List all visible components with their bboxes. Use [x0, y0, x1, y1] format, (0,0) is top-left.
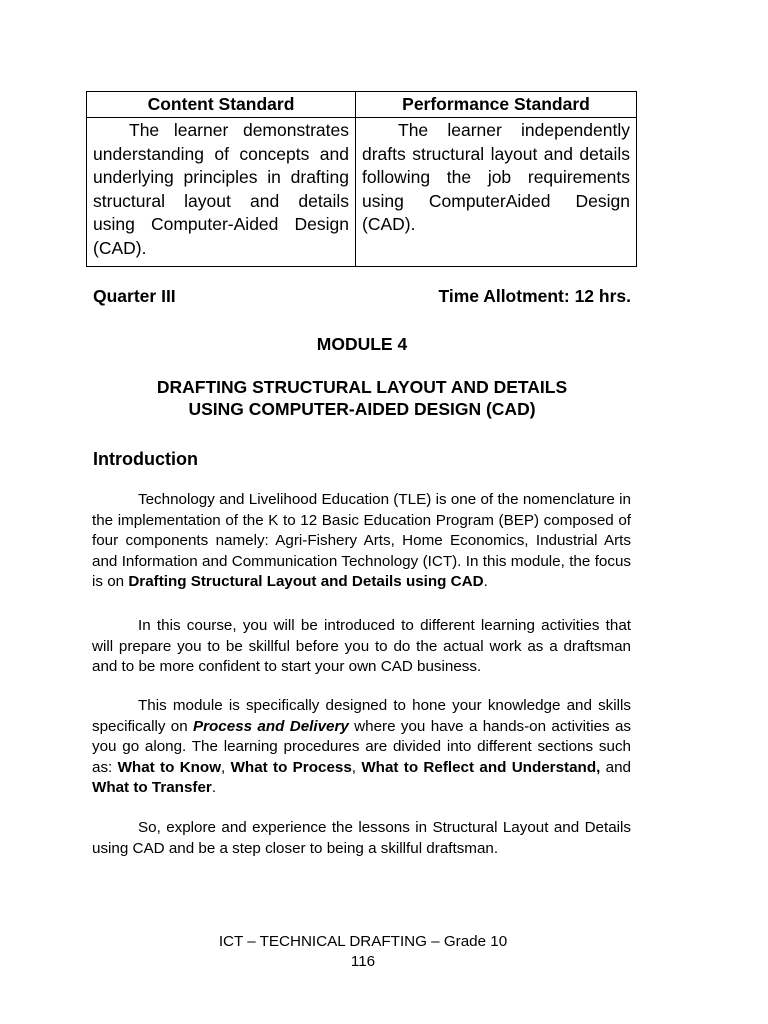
section-what-to-transfer: What to Transfer: [92, 779, 212, 796]
paragraph-3-end: .: [211, 779, 217, 796]
module-title: [0, 376, 724, 420]
performance-standard-text: The learner independently drafts structural layout and details following the job requirements using ComputerAided Design (CAD).: [362, 120, 630, 235]
standards-table: [86, 91, 637, 267]
section-what-to-know: What to Know: [117, 758, 222, 776]
performance-standard-cell: [356, 118, 637, 267]
paragraph-4: [92, 818, 631, 859]
paragraph-1-end: .: [483, 573, 488, 590]
module-title-line-1: DRAFTING STRUCTURAL LAYOUT AND DETAILS: [156, 377, 568, 397]
page-footer: [0, 932, 726, 972]
content-standard-cell: [87, 118, 356, 267]
quarter-label: Quarter III: [93, 286, 176, 306]
paragraph-3: [92, 696, 631, 799]
paragraph-3-text-1: This module is specifically designed to hone your knowledge and skills specifically on: [92, 697, 631, 735]
time-allotment: Time Allotment: 12 hrs.: [438, 286, 631, 306]
paragraph-3-comma-2: ,: [351, 758, 362, 776]
section-what-to-process: What to Process: [230, 758, 352, 776]
module-title-line-2: USING COMPUTER-AIDED DESIGN (CAD): [188, 399, 536, 419]
introduction-heading: Introduction: [93, 449, 198, 469]
footer-course: ICT – TECHNICAL DRAFTING – Grade 10: [218, 933, 508, 950]
paragraph-2-text: In this course, you will be introduced to different learning activities that will prepare you to be skillful before you to do the actual work as a draftsman and to be more confident to start your own CAD business.: [92, 617, 631, 675]
paragraph-3-text-2: where you have a hands-on activities as you go along. The learning procedures are divided into different sections such as:: [92, 717, 631, 776]
page-number: 116: [350, 953, 376, 970]
paragraph-4-text: So, explore and experience the lessons in Structural Layout and Details using CAD and be a step closer to being a skillful draftsman.: [92, 819, 631, 857]
performance-standard-header: Performance Standard: [356, 92, 637, 118]
content-standard-text: The learner demonstrates understanding of concepts and underlying principles in drafting structural layout and details using Computer-Aided Design (CAD).: [93, 120, 349, 258]
paragraph-1-bold: Drafting Structural Layout and Details using CAD: [128, 573, 484, 590]
paragraph-1: [92, 490, 631, 593]
section-what-to-reflect: What to Reflect and Understand,: [361, 758, 601, 776]
content-standard-header: Content Standard: [87, 92, 356, 118]
paragraph-3-text-3: and: [600, 758, 631, 776]
module-label: [0, 333, 768, 355]
paragraph-3-bold-italic: Process and Delivery: [192, 717, 349, 735]
paragraph-3-comma-1: ,: [221, 758, 231, 776]
module-label-text: MODULE 4: [316, 334, 408, 354]
paragraph-2: [92, 616, 631, 678]
paragraph-1-text: Technology and Livelihood Education (TLE) is one of the nomenclature in the implementation of the K to 12 Basic Education Program (BEP) composed of four components namely: Agri-Fishery Arts, Home Economics, Industrial Arts and Information and Communication Technology (ICT). In this module, the focus is on: [92, 491, 631, 590]
